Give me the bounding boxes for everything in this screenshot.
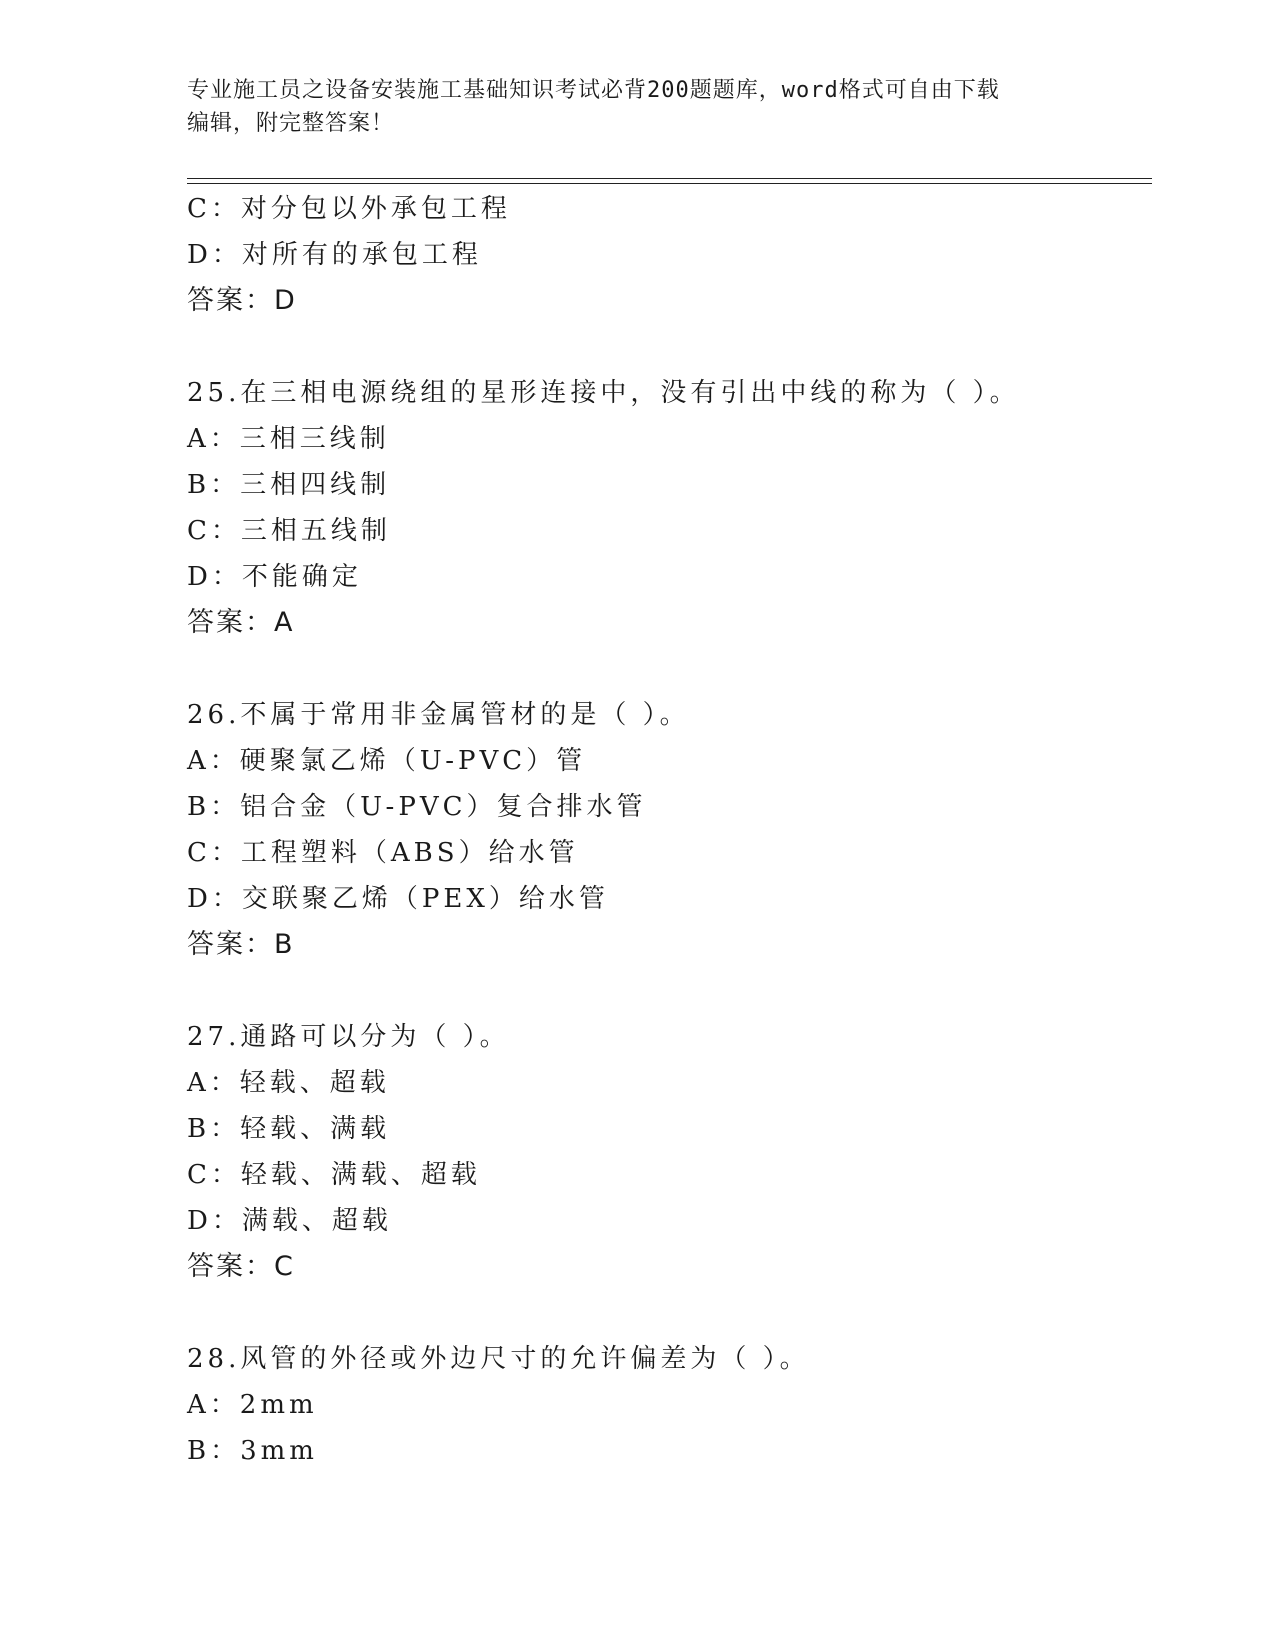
answer: 答案：B bbox=[187, 929, 295, 960]
question-stem: 26.不属于常用非金属管材的是（ ）。 bbox=[187, 700, 690, 730]
option-a: A：轻载、超载 bbox=[187, 1068, 390, 1098]
option-c: C：工程塑料（ABS）给水管 bbox=[187, 838, 579, 868]
answer: 答案：A bbox=[187, 607, 295, 638]
option-b: B：轻载、满载 bbox=[187, 1114, 391, 1144]
answer: 答案：C bbox=[187, 1251, 295, 1282]
question-26 bbox=[187, 692, 1147, 968]
option-c: C：三相五线制 bbox=[187, 516, 391, 546]
option-b: B：3mm bbox=[187, 1436, 318, 1466]
header-title-line-1: 专业施工员之设备安装施工基础知识考试必背200题题库，word格式可自由下载 bbox=[187, 78, 1000, 103]
document-header bbox=[187, 74, 1067, 140]
answer: 答案：D bbox=[187, 285, 297, 316]
option-d: D：交联聚乙烯（PEX）给水管 bbox=[187, 884, 609, 914]
option-a: A：三相三线制 bbox=[187, 424, 390, 454]
option-b: B：铝合金（U-PVC）复合排水管 bbox=[187, 792, 647, 822]
option-d: D：不能确定 bbox=[187, 562, 362, 592]
option-a: A：2mm bbox=[187, 1390, 318, 1420]
spacer bbox=[187, 324, 1147, 370]
question-24-continuation bbox=[187, 186, 1147, 324]
spacer bbox=[187, 1290, 1147, 1336]
header-title-line-2: 编辑，附完整答案！ bbox=[187, 111, 395, 136]
question-25 bbox=[187, 370, 1147, 646]
header-divider-top bbox=[187, 178, 1152, 179]
question-stem: 25.在三相电源绕组的星形连接中，没有引出中线的称为（ ）。 bbox=[187, 378, 1020, 408]
spacer bbox=[187, 968, 1147, 1014]
header-divider-bottom bbox=[187, 183, 1152, 184]
option-d: D：满载、超载 bbox=[187, 1206, 392, 1236]
question-list bbox=[187, 186, 1147, 1474]
question-stem: 27.通路可以分为（ ）。 bbox=[187, 1022, 510, 1052]
option-c: C：对分包以外承包工程 bbox=[187, 194, 511, 224]
spacer bbox=[187, 646, 1147, 692]
question-stem: 28.风管的外径或外边尺寸的允许偏差为（ ）。 bbox=[187, 1344, 810, 1374]
question-27 bbox=[187, 1014, 1147, 1290]
option-c: C：轻载、满载、超载 bbox=[187, 1160, 481, 1190]
question-28 bbox=[187, 1336, 1147, 1474]
option-d: D：对所有的承包工程 bbox=[187, 240, 482, 270]
option-b: B：三相四线制 bbox=[187, 470, 391, 500]
option-a: A：硬聚氯乙烯（U-PVC）管 bbox=[187, 746, 587, 776]
